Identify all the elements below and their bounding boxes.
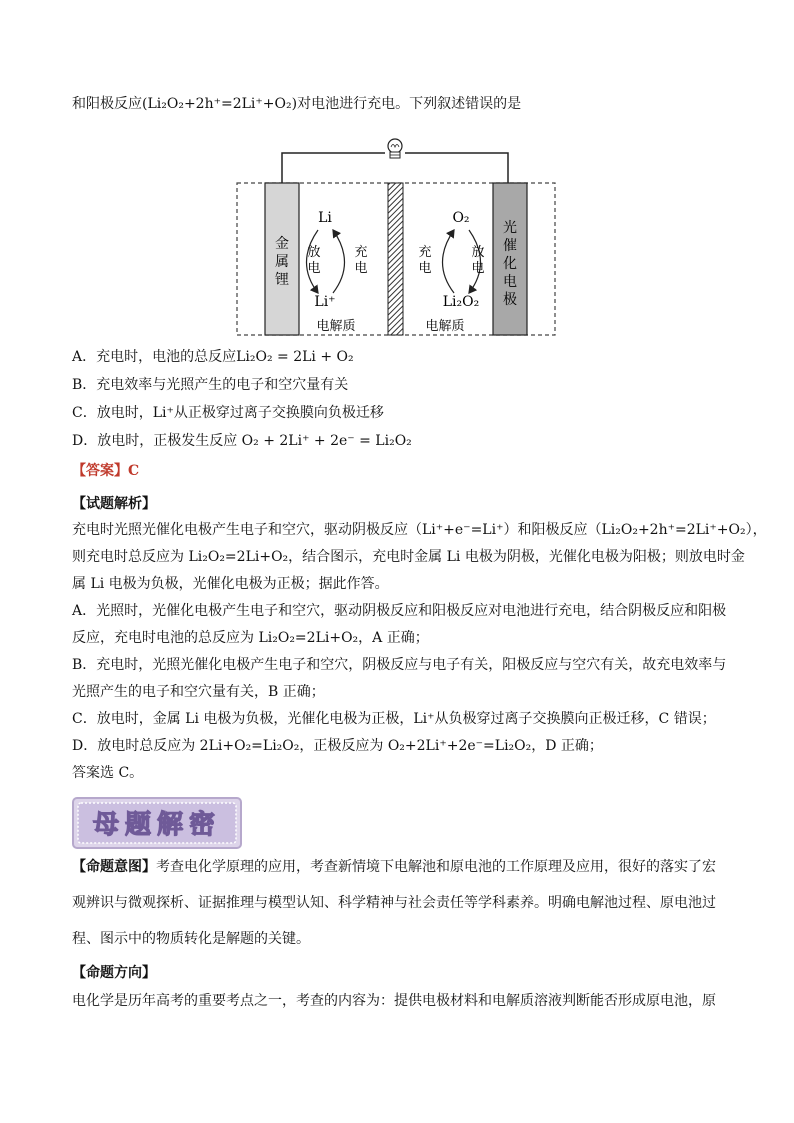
right-bottom-species: Li₂O₂	[442, 294, 480, 310]
left-electrolyte-label: 电解质	[316, 319, 356, 334]
bulb-icon	[388, 139, 402, 158]
option-d: D．放电时，正极发生反应 O₂ + 2Li⁺ + 2e⁻ = Li₂O₂	[72, 433, 412, 449]
battery-diagram	[225, 138, 570, 343]
option-a: A．充电时，电池的总反应Li₂O₂ = 2Li + O₂	[72, 349, 354, 365]
analysis-line: 答案选 C。	[72, 765, 144, 781]
left-charge-char: 充	[354, 245, 368, 260]
analysis-line: B．充电时，光照光催化电极产生电子和空穴，阴极反应与电子有关，阳极反应与空穴有关，故充电效率与	[72, 657, 727, 673]
analysis-line: 属 Li 电极为负极，光催化电极为正极；据此作答。	[72, 576, 389, 592]
intent-text: 考查电化学原理的应用，考查新情境下电解池和原电池的工作原理及应用，很好的落实了宏	[156, 859, 716, 875]
intent-heading: 【命题意图】	[72, 859, 156, 875]
right-electrode-char: 催	[503, 238, 517, 254]
left-charge-char: 电	[354, 261, 368, 276]
left-discharge-char: 电	[307, 261, 321, 276]
right-discharge-char: 电	[471, 261, 485, 276]
left-electrode-char: 属	[275, 254, 289, 270]
ion-exchange-membrane	[388, 183, 403, 335]
left-discharge-char: 放	[307, 245, 321, 260]
analysis-line: C．放电时，金属 Li 电极为负极，光催化电极为正极，Li⁺从负极穿过离子交换膜向正极迁移，C 错误；	[72, 711, 716, 727]
direction-line: 电化学是历年高考的重要考点之一，考查的内容为：提供电极材料和电解质溶液判断能否形成原电池，原	[72, 993, 716, 1009]
intent-line-1	[72, 857, 716, 877]
analysis-line: 光照产生的电子和空穴量有关，B 正确；	[72, 684, 325, 700]
intent-line-3: 程、图示中的物质转化是解题的关键。	[72, 931, 310, 947]
right-electrode-char: 极	[503, 292, 517, 308]
section-stamp	[72, 797, 242, 849]
analysis-line: 反应，充电时电池的总反应为 Li₂O₂=2Li+O₂，A 正确；	[72, 630, 429, 646]
left-electrode-char: 金	[275, 236, 289, 252]
external-wire	[282, 153, 385, 183]
right-charge-char: 电	[418, 261, 432, 276]
direction-heading: 【命题方向】	[72, 965, 156, 981]
analysis-line: A．光照时，光催化电极产生电子和空穴，驱动阴极反应和阳极反应对电池进行充电，结合阴极反应和阳极	[72, 603, 727, 619]
stamp-text: 母题解密	[92, 810, 222, 840]
option-c: C．放电时，Li⁺从正极穿过离子交换膜向负极迁移	[72, 405, 384, 421]
left-electrode-char: 锂	[275, 272, 289, 288]
option-b: B．充电效率与光照产生的电子和空穴量有关	[72, 377, 349, 393]
analysis-line: 充电时光照光催化电极产生电子和空穴，驱动阴极反应（Li⁺+e⁻=Li⁺）和阳极反应（Li₂O₂+2h⁺=2Li⁺+O₂），	[72, 522, 767, 538]
right-discharge-char: 放	[471, 245, 485, 260]
left-top-species: Li	[318, 210, 332, 226]
analysis-line: 则充电时总反应为 Li₂O₂=2Li+O₂，结合图示，充电时金属 Li 电极为阴极，光催化电极为阳极；则放电时金	[72, 549, 745, 565]
intent-line-2: 观辨识与微观探析、证据推理与模型认知、科学精神与社会责任等学科素养。明确电解池过程、原电池过	[72, 895, 716, 911]
right-electrode-char: 光	[503, 220, 517, 236]
right-electrode-char: 电	[503, 274, 517, 290]
left-charge-arrow	[333, 230, 345, 293]
right-top-species: O₂	[452, 210, 470, 226]
right-charge-arrow	[443, 230, 455, 293]
right-electrolyte-label: 电解质	[425, 319, 465, 334]
analysis-line: D．放电时总反应为 2Li+O₂=Li₂O₂，正极反应为 O₂+2Li⁺+2e⁻=Li₂O₂，D 正确；	[72, 738, 603, 754]
question-stem: 和阳极反应(Li₂O₂+2h⁺=2Li⁺+O₂)对电池进行充电。下列叙述错误的是	[72, 96, 522, 112]
right-charge-char: 充	[418, 245, 432, 260]
left-bottom-species: Li⁺	[314, 294, 336, 310]
answer-label: 【答案】C	[72, 463, 140, 479]
right-electrode-char: 化	[503, 256, 517, 272]
analysis-heading: 【试题解析】	[72, 496, 156, 512]
